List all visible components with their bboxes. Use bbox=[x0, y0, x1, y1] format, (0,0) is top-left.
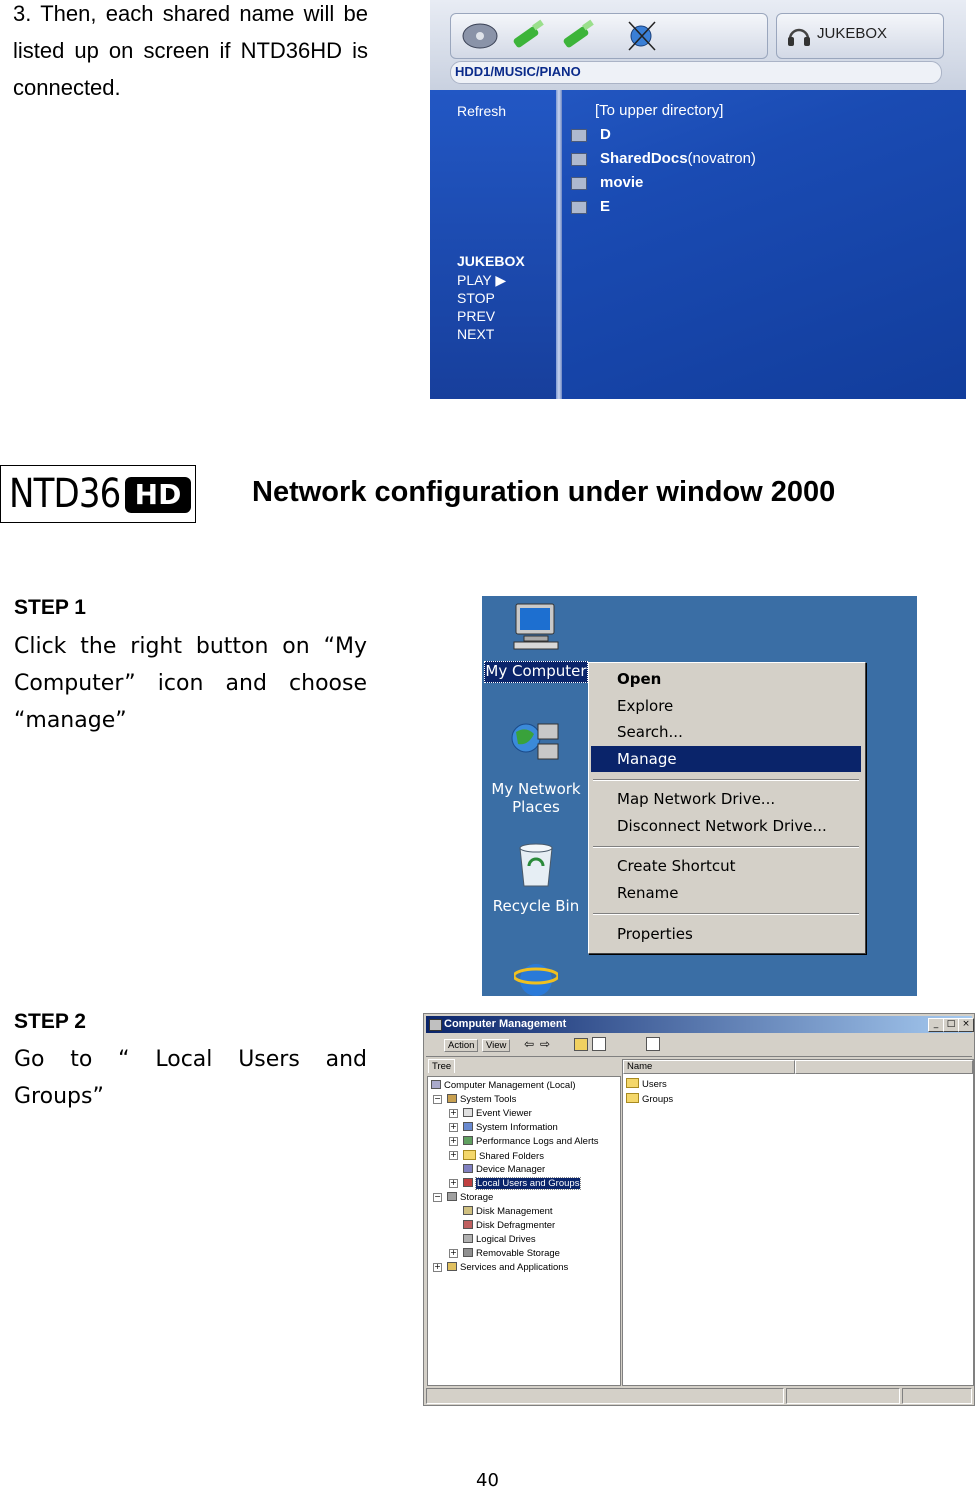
expand-icon[interactable]: + bbox=[450, 1150, 457, 1159]
up-folder-icon[interactable] bbox=[574, 1038, 588, 1051]
menu-open[interactable]: Open bbox=[617, 670, 662, 688]
menu-create-shortcut[interactable]: Create Shortcut bbox=[617, 857, 736, 875]
logo-text: NTD36 bbox=[9, 471, 121, 517]
share-item[interactable]: E bbox=[600, 198, 611, 215]
hdd-icon bbox=[463, 24, 497, 48]
intro-paragraph: 3. Then, each shared name will be listed up on screen if NTD36HD is connected. bbox=[13, 1, 368, 100]
expand-icon[interactable]: + bbox=[450, 1108, 457, 1117]
jukebox-divider bbox=[556, 90, 562, 399]
collapse-icon[interactable]: − bbox=[434, 1192, 441, 1201]
menu-separator bbox=[593, 846, 859, 848]
expand-icon[interactable]: + bbox=[434, 1262, 441, 1271]
my-computer-label[interactable]: My Computer bbox=[485, 662, 587, 680]
computer-management-window bbox=[423, 1013, 975, 1406]
expand-icon[interactable]: + bbox=[450, 1178, 457, 1187]
menu-map-drive[interactable]: Map Network Drive... bbox=[617, 790, 776, 808]
path-text: HDD1/MUSIC/PIANO bbox=[455, 64, 581, 79]
tree-storage[interactable]: Storage bbox=[447, 1192, 493, 1203]
jukebox-button[interactable] bbox=[776, 13, 944, 59]
menu-disconnect-drive[interactable]: Disconnect Network Drive... bbox=[617, 817, 827, 835]
refresh-button[interactable]: Refresh bbox=[457, 103, 507, 119]
tree-event-viewer[interactable]: Event Viewer bbox=[463, 1108, 532, 1119]
share-item[interactable]: SharedDocs(novatron) bbox=[600, 150, 756, 167]
recycle-bin-icon bbox=[514, 838, 558, 890]
tree-services-and-applications[interactable]: Services and Applications bbox=[447, 1262, 568, 1273]
play-button[interactable]: PLAY ▶ bbox=[457, 272, 507, 288]
desktop-screenshot bbox=[482, 596, 917, 996]
view-menu[interactable]: View bbox=[482, 1039, 510, 1052]
maximize-button[interactable]: □ bbox=[943, 1018, 959, 1032]
usb-icon-2 bbox=[562, 20, 593, 49]
back-arrow-icon[interactable]: ⇦ bbox=[524, 1037, 535, 1051]
tree-system-information[interactable]: System Information bbox=[463, 1122, 558, 1133]
menu-explore[interactable]: Explore bbox=[617, 697, 674, 715]
tree-disk-management[interactable]: Disk Management bbox=[463, 1206, 553, 1217]
tree-perf-logs[interactable]: Performance Logs and Alerts bbox=[463, 1136, 599, 1147]
jukebox-icon-bar bbox=[450, 13, 768, 59]
expand-icon[interactable]: + bbox=[450, 1248, 457, 1257]
app-icon bbox=[429, 1019, 442, 1031]
usb-icon bbox=[512, 20, 543, 49]
jukebox-screenshot bbox=[430, 0, 966, 399]
prev-button[interactable]: PREV bbox=[457, 308, 496, 324]
context-menu bbox=[588, 662, 866, 954]
section-heading: Network configuration under window 2000 bbox=[252, 476, 836, 508]
upper-directory-link[interactable]: [To upper directory] bbox=[595, 102, 724, 119]
tree-removable-storage[interactable]: Removable Storage bbox=[463, 1248, 560, 1259]
internet-explorer-icon bbox=[514, 956, 558, 996]
tree-logical-drives[interactable]: Logical Drives bbox=[463, 1234, 536, 1245]
status-bar-pane bbox=[426, 1388, 784, 1404]
minimize-button[interactable]: _ bbox=[928, 1018, 944, 1032]
properties-icon[interactable] bbox=[646, 1037, 660, 1051]
jukebox-button-label: JUKEBOX bbox=[817, 25, 888, 42]
computer-icon bbox=[571, 177, 587, 190]
show-tree-icon[interactable] bbox=[592, 1037, 606, 1051]
next-button[interactable]: NEXT bbox=[457, 326, 495, 342]
step1-text: Click the right button on “My Computer” icon and choose “manage” bbox=[14, 634, 367, 733]
share-item[interactable]: movie bbox=[600, 174, 644, 191]
menu-manage[interactable]: Manage bbox=[591, 746, 861, 772]
network-places-label[interactable]: My Network Places bbox=[491, 780, 581, 816]
jukebox-section-label: JUKEBOX bbox=[457, 253, 525, 269]
tab-tree[interactable]: Tree bbox=[428, 1059, 455, 1073]
menu-rename[interactable]: Rename bbox=[617, 884, 679, 902]
path-bar bbox=[450, 61, 942, 84]
tree-shared-folders[interactable]: Shared Folders bbox=[463, 1150, 544, 1162]
column-header-name[interactable]: Name bbox=[623, 1060, 795, 1074]
list-pane bbox=[622, 1059, 974, 1386]
forward-arrow-icon[interactable]: ⇨ bbox=[540, 1037, 551, 1051]
jukebox-sidebar bbox=[430, 90, 556, 399]
headphones-icon bbox=[787, 24, 811, 48]
network-icon bbox=[629, 22, 655, 50]
menu-properties[interactable]: Properties bbox=[617, 925, 693, 943]
tree-root[interactable]: Computer Management (Local) bbox=[431, 1080, 575, 1091]
step2-text: Go to “ Local Users and Groups” bbox=[14, 1047, 367, 1109]
collapse-icon[interactable]: − bbox=[434, 1094, 441, 1103]
logo-badge: HD bbox=[125, 477, 191, 513]
computer-icon bbox=[571, 153, 587, 166]
step1-title: STEP 1 bbox=[14, 596, 86, 619]
step2-title: STEP 2 bbox=[14, 1010, 86, 1033]
tree-device-manager[interactable]: Device Manager bbox=[463, 1164, 545, 1175]
ntd36hd-logo bbox=[0, 465, 196, 523]
column-header-empty[interactable] bbox=[795, 1060, 973, 1074]
window-title: Computer Management bbox=[426, 1016, 972, 1033]
tree-system-tools[interactable]: System Tools bbox=[447, 1094, 516, 1105]
tree-disk-defragmenter[interactable]: Disk Defragmenter bbox=[463, 1220, 555, 1231]
action-menu[interactable]: Action bbox=[444, 1039, 478, 1052]
share-item[interactable]: D bbox=[600, 126, 611, 143]
page-number: 40 bbox=[476, 1470, 499, 1491]
menu-separator bbox=[593, 779, 859, 781]
device-icons bbox=[451, 14, 767, 58]
stop-button[interactable]: STOP bbox=[457, 290, 495, 306]
list-item-users[interactable]: Users bbox=[626, 1078, 667, 1090]
close-button[interactable]: × bbox=[958, 1018, 974, 1032]
list-item-groups[interactable]: Groups bbox=[626, 1093, 673, 1105]
expand-icon[interactable]: + bbox=[450, 1122, 457, 1131]
my-computer-icon bbox=[510, 602, 562, 652]
menu-search[interactable]: Search... bbox=[617, 723, 683, 741]
recycle-bin-label[interactable]: Recycle Bin bbox=[492, 897, 580, 915]
network-places-icon bbox=[508, 718, 564, 768]
tree-local-users-and-groups[interactable]: Local Users and Groups bbox=[463, 1178, 580, 1189]
tree-pane bbox=[427, 1076, 621, 1386]
expand-icon[interactable]: + bbox=[450, 1136, 457, 1145]
status-bar-pane bbox=[786, 1388, 900, 1404]
status-bar-pane bbox=[902, 1388, 972, 1404]
computer-icon bbox=[571, 129, 587, 142]
menu-separator bbox=[593, 913, 859, 915]
computer-icon bbox=[571, 201, 587, 214]
toolbar bbox=[426, 1034, 972, 1057]
